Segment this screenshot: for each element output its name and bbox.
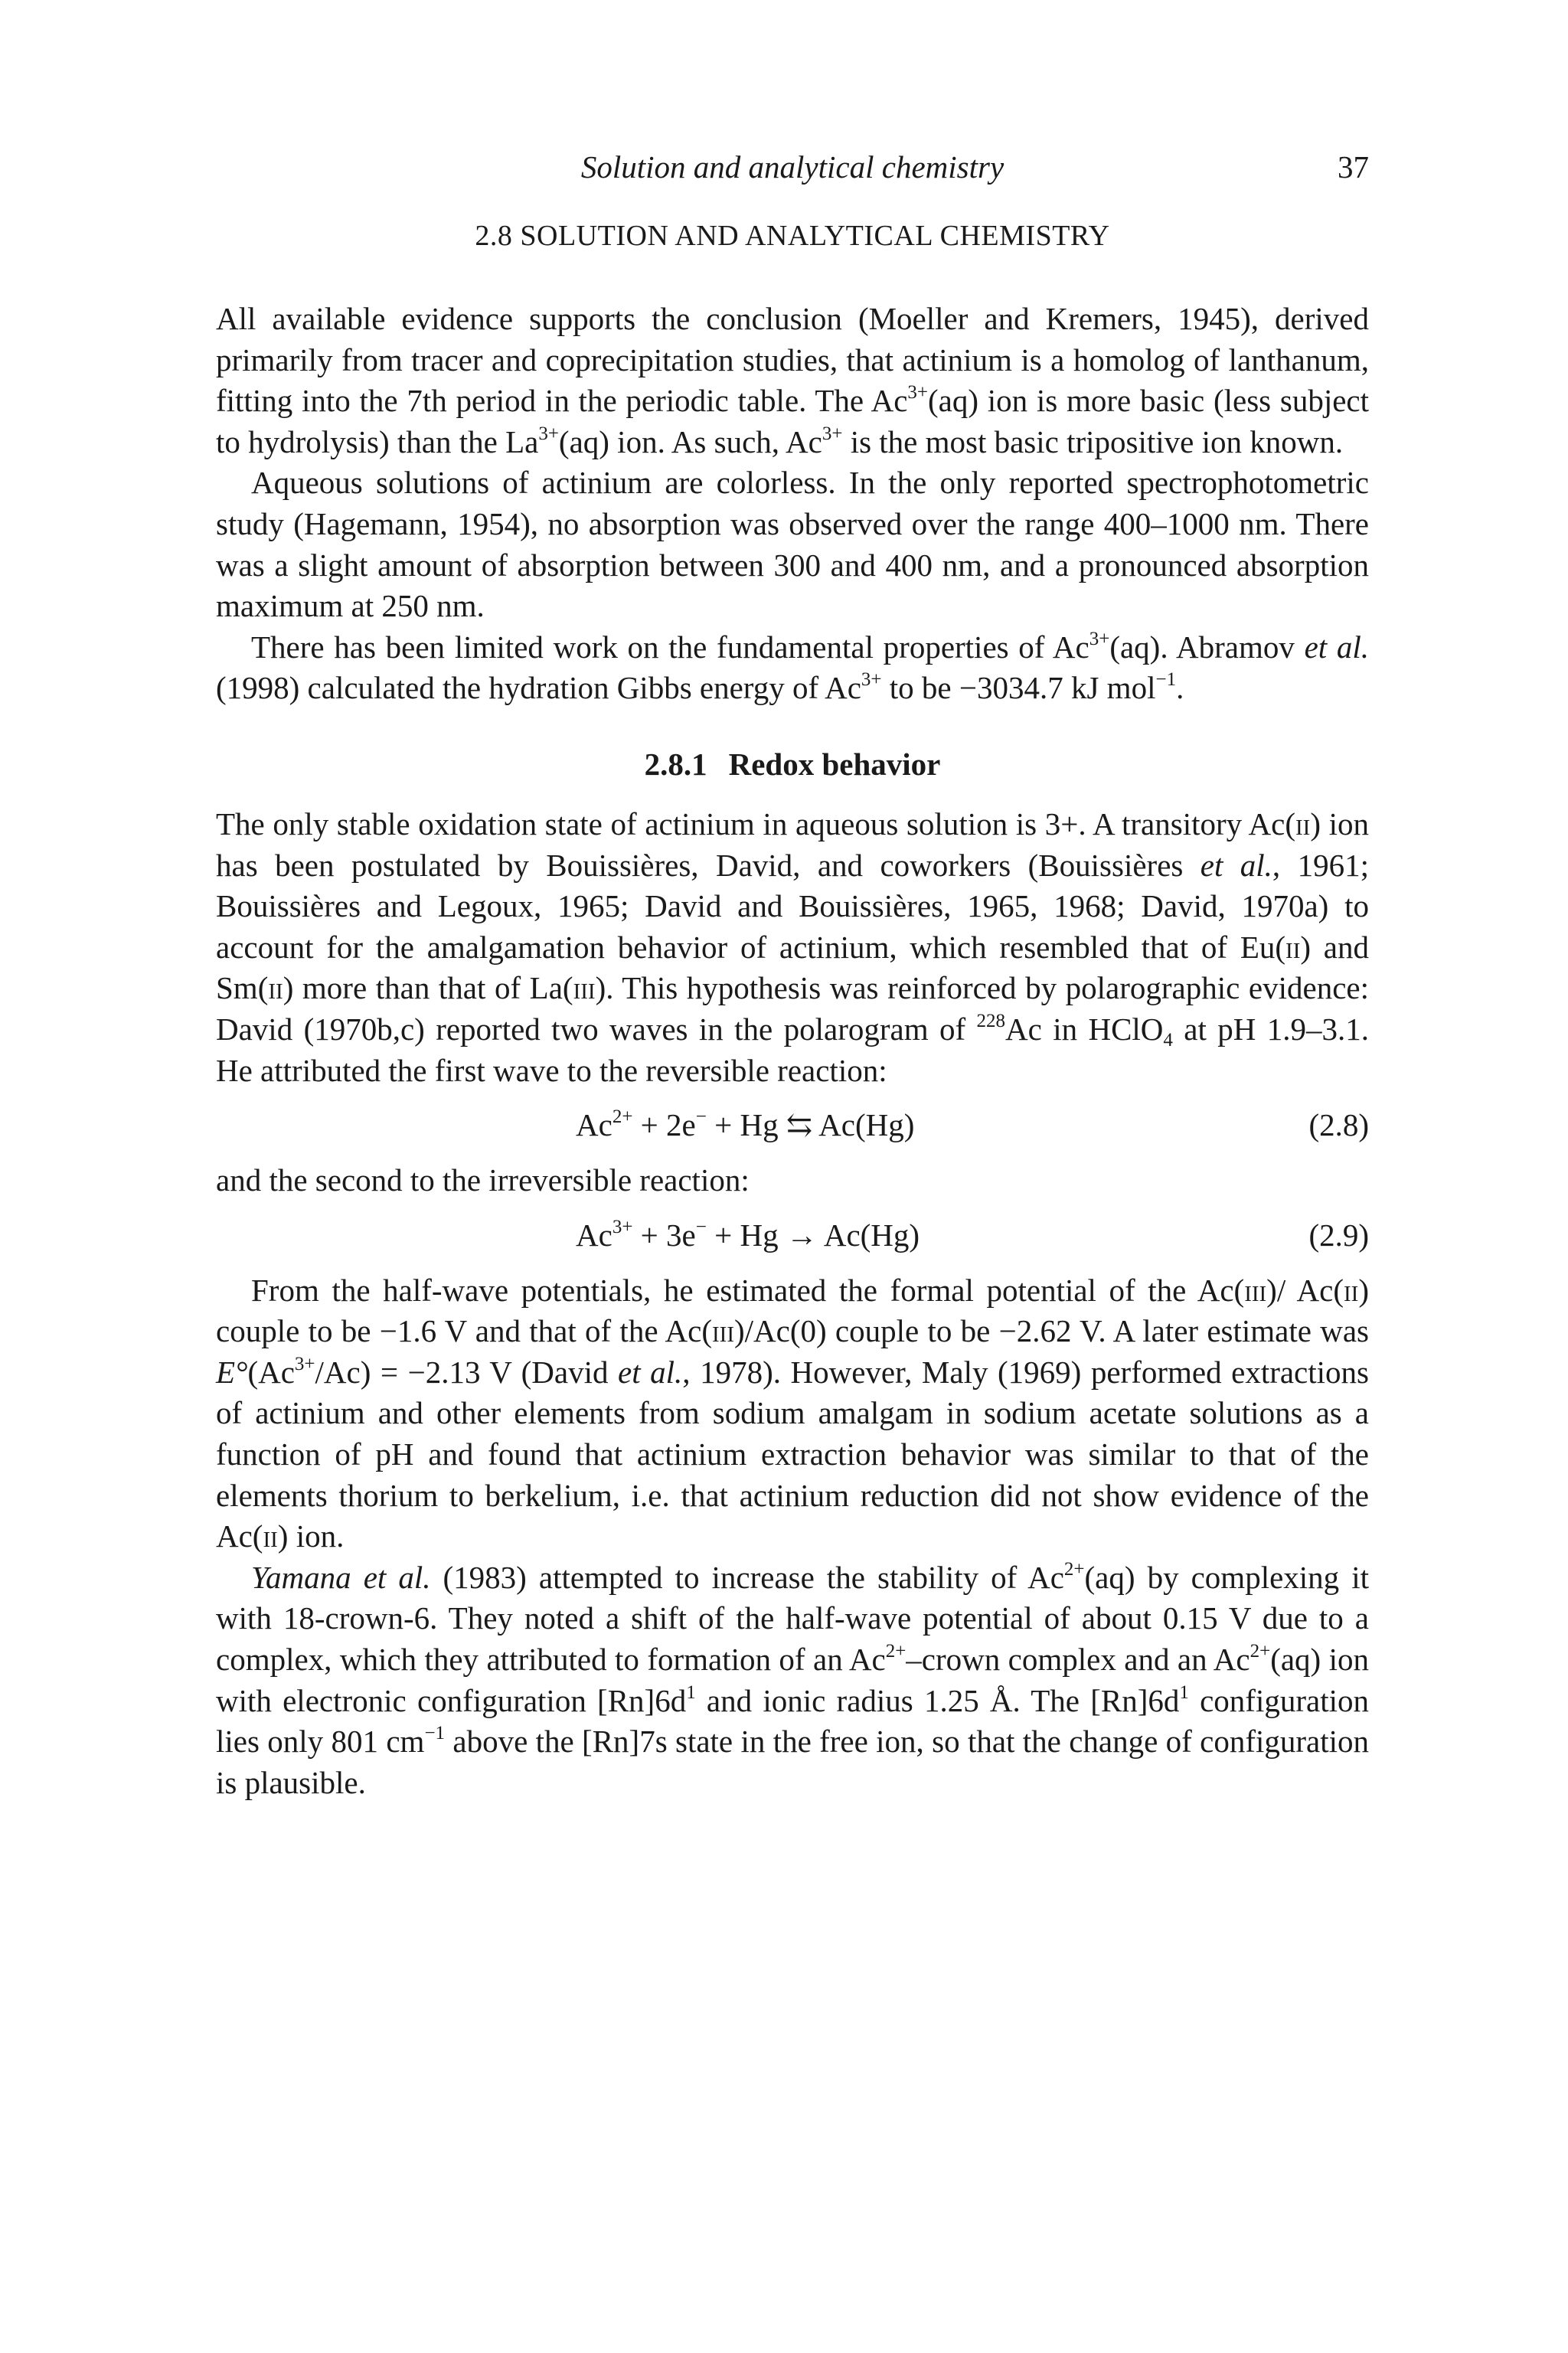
page-number: 37: [1338, 149, 1369, 185]
paragraph-1: All available evidence supports the conclusion (Moeller and Kremers, 1945), derived primarily from tracer and coprecipitation studies, that actinium is a homolog of lanthanum, fitting into the 7th period in the periodic table. The $Ac^{3+}(aq)$ ion is more basic (less subject to hydrolysis) than the $La^{3+}(aq)$ ion. As such, $Ac^{3+}$ is the most basic tripositive ion known.: [216, 301, 1369, 459]
paragraph-4: The only stable oxidation state of actinium in aqueous solution is 3+. A transitory Ac(ii) ion has been postulated by Bouissières, David, and coworkers (Bouissières et al., 1961; Bouissières and Legoux, 1965; David and Bouissières, 1965, 1968; David, 1970a) to account for the amalgamation behavior of actinium, which resembled that of Eu(ii) and Sm(ii) more than that of La(iii). This hypothesis was reinforced by polarographic evidence: David (1970b,c) reported two waves in the polarogram of $^{228}$Ac in HClO$_4$ at pH 1.9–3.1. He attributed the first wave to the reversible reaction:: [216, 806, 1370, 1088]
running-head: [216, 144, 1369, 190]
paragraph-6: From the half-wave potentials, he estimated the formal potential of the Ac(iii)/ Ac(ii) couple to be −1.6 V and that of the Ac(iii)/Ac(0) couple to be −2.62 V. A later estimate was $E^\circ(Ac^{3+}/Ac) = -2.13$ V (David et al., 1978). However, Maly (1969) performed extractions of actinium and other elements from sodium amalgam in sodium acetate solutions as a function of pH and found that actinium extraction behavior was similar to that of the elements thorium to berkelium, i.e. that actinium reduction did not show evidence of the Ac(ii) ion.: [216, 1272, 1370, 1554]
section-heading: [216, 214, 1369, 257]
section-title: SOLUTION AND ANALYTICAL CHEMISTRY: [520, 220, 1110, 252]
equation-body: $Ac^{3+} + 3e^- + Hg \to Ac(Hg)$: [576, 1216, 920, 1253]
paragraph-3: There has been limited work on the fundamental properties of $Ac^{3+}(aq)$. Abramov et al. (1998) calculated the hydration Gibbs energy of $Ac^{3+}$ to be −3034.7 kJ mol$^{-1}$.: [216, 628, 1369, 706]
paragraph-5: and the second to the irreversible reaction:: [216, 1162, 750, 1198]
body-text: [216, 299, 1369, 1803]
equation-2-8: [216, 1091, 1369, 1160]
equation-2-9: [216, 1201, 1369, 1270]
equation-number: (2.8): [1308, 1107, 1369, 1143]
equation-number: (2.9): [1308, 1217, 1369, 1253]
running-head-title: Solution and analytical chemistry: [580, 149, 1004, 185]
paragraph-7: Yamana et al. (1983) attempted to increase the stability of $Ac^{2+}(aq)$ by complexing it with 18-crown-6. They noted a shift of the half-wave potential of about 0.15 V due to a complex, which they attributed to formation of an $Ac^{2+}$–crown complex and an $Ac^{2+}(aq)$ ion with electronic configuration $[Rn]6d^1$ and ionic radius 1.25 Å. The $[Rn]6d^1$ configuration lies only 801 $cm^{-1}$ above the [Rn]7s state in the free ion, so that the change of configuration is plausible.: [216, 1558, 1370, 1800]
subsection-title: Redox behavior: [728, 746, 941, 782]
subsection-number: 2.8.1: [644, 746, 707, 782]
equation-body: $Ac^{2+} + 2e^- + Hg$ ⇆ Ac(Hg): [576, 1106, 915, 1143]
section-number: 2.8: [475, 220, 513, 252]
subsection-heading: [216, 743, 1369, 786]
paragraph-2: Aqueous solutions of actinium are colorless. In the only reported spectrophotometric study (Hagemann, 1954), no absorption was observed over the range 400–1000 nm. There was a slight amount of absorption between 300 and 400 nm, and a pronounced absorption maximum at 250 nm.: [216, 465, 1369, 624]
